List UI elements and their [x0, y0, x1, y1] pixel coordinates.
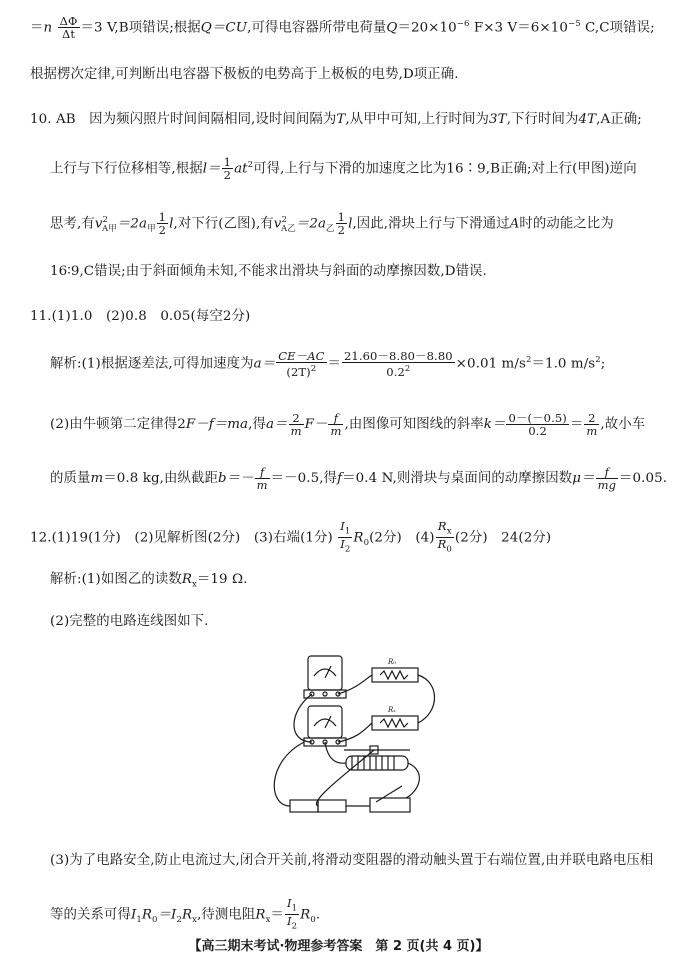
numerator: [338, 520, 352, 538]
question-number: 11.: [30, 309, 52, 324]
math-i: I: [340, 519, 345, 533]
numerator: CE－AC: [278, 349, 325, 364]
numerator: 1: [158, 210, 167, 225]
text: 解析:(1)根据逐差法,可得加速度为: [50, 356, 254, 372]
rx-label: Rₓ: [388, 706, 396, 714]
math-2a: ＝2a: [295, 216, 327, 232]
fraction-i1-i2: [338, 520, 352, 556]
text: (2T): [286, 364, 311, 379]
math-2a: ＝2a: [116, 216, 148, 232]
page-footer: 【高三期末考试·物理参考答案 第 2 页(共 4 页)】: [188, 939, 489, 954]
denominator: 2: [158, 223, 167, 238]
math-a: a＝: [253, 356, 276, 372]
question-number: 10. AB: [30, 112, 76, 127]
text: F×3 V＝6×10: [469, 20, 568, 36]
exponent: 2: [247, 160, 254, 170]
q11-line-1: [30, 307, 663, 327]
numerator: f: [328, 412, 343, 425]
subscript: x: [265, 914, 271, 925]
exponent: 2: [310, 364, 317, 375]
denominator: 2: [223, 168, 232, 183]
math-l: l＝: [202, 161, 221, 177]
q12-line-3: (2)完整的电路连线图如下.: [50, 614, 209, 629]
text: 上行与下行位移相等,根据: [50, 161, 203, 177]
math-i: ＝I: [157, 907, 177, 923]
math-b: b＝－: [217, 471, 254, 486]
text: 等的关系可得: [50, 907, 131, 923]
numerator: [285, 897, 299, 915]
text: ,从甲中可知,上行时间为: [345, 112, 490, 127]
text: ＝1.0 m/s: [531, 356, 596, 372]
numerator: f: [596, 466, 618, 479]
text: ,故小车: [600, 417, 646, 432]
denominator: mg: [597, 478, 617, 492]
math-i: I: [340, 537, 345, 552]
text: ＝3 V,B项错误;根据: [80, 20, 201, 36]
math-r: R: [437, 519, 447, 533]
line-2: 根据楞次定律,可判断出电容器下极板的电势高于上极板的电势,D项正确.: [30, 67, 459, 82]
exponent: −6: [456, 19, 470, 29]
math-n: n: [43, 20, 53, 36]
math-q: Q: [386, 20, 398, 36]
subscript: 0: [363, 537, 370, 548]
fraction-slope: [506, 412, 568, 437]
math-m: m: [90, 471, 104, 486]
numerator: 1: [223, 155, 232, 170]
circuit-diagram: [268, 652, 444, 826]
text: ＝: [270, 907, 284, 923]
text: ＝: [30, 20, 44, 36]
q10-line-2: [50, 155, 663, 181]
subscript: 1: [136, 914, 142, 925]
text: ;: [600, 356, 606, 372]
q10-line-1: [30, 110, 663, 130]
subscript: 乙: [326, 224, 335, 235]
fraction-half: [157, 211, 168, 236]
q12-line-4: (3)为了电路安全,防止电流过大,闭合开关前,将滑动变阻器的滑动触头置于右端位置,由并联电路电压相: [50, 853, 654, 868]
denominator: [276, 363, 326, 378]
text: 0.2: [386, 364, 405, 379]
resistor-rx: [372, 716, 418, 730]
text: ,由图像可知图线的斜率: [344, 417, 484, 432]
text: ＝0.05.: [619, 471, 668, 486]
math-q-cu: Q＝CU: [200, 20, 248, 36]
text: (2)由牛顿第二定律得2: [50, 417, 186, 432]
q11-line-4: [50, 465, 668, 492]
denominator: [436, 538, 454, 555]
denominator: [342, 363, 455, 378]
exponent: 2: [595, 355, 601, 365]
text: ,得: [248, 417, 266, 432]
subscript: 1: [344, 526, 351, 537]
fraction-2-m: [584, 412, 599, 437]
denominator: m: [586, 424, 598, 438]
math-r: R: [437, 537, 447, 552]
subscript: x: [192, 579, 197, 590]
numerator: ΔΦ: [59, 14, 78, 29]
math-a: A: [509, 216, 520, 232]
text: 可得,上行与下滑的加速度之比为16∶9,B正确;对上行(甲图)逆向: [253, 161, 637, 177]
text: ,对下行(乙图),有: [173, 216, 274, 232]
denominator: m: [290, 424, 302, 438]
q11-line-2: 解析:(1)根据逐差法,可得加速度为a＝ $\frac{CE-AC}{(2T)^2}$ ＝ $\frac{21.60-8.80-8.80}{0.2^2}$ ×0.01 $m/s^2=1.0$ $m/s^2$;: [50, 349, 606, 379]
line-1: [30, 14, 663, 40]
exponent: 2: [525, 355, 532, 365]
numerator: 21.60－8.80－8.80: [344, 349, 453, 364]
numerator: f: [255, 466, 270, 479]
subscript: 2: [291, 921, 298, 932]
math-r: R: [181, 572, 192, 587]
math-at: at: [234, 161, 248, 177]
subscript: 1: [291, 903, 298, 914]
text: ＝0.8 kg,由纵截距: [103, 471, 218, 486]
text: ×0.01 m/s: [455, 356, 526, 372]
subscript: A乙: [280, 224, 296, 235]
math-a: a＝: [265, 417, 288, 432]
q10-line-3: [50, 210, 663, 239]
math-i: I: [286, 914, 292, 929]
math-v: v: [273, 216, 282, 232]
text: ,A正确;: [596, 112, 642, 127]
math-l: l: [169, 216, 174, 232]
subscript: 0: [152, 914, 158, 925]
subscript: 0: [446, 544, 452, 555]
math-l: l: [348, 216, 353, 232]
text: ,可得电容器所带电荷量: [247, 20, 387, 36]
fraction-i1-i2: [285, 897, 299, 933]
ammeter-1: [308, 656, 342, 690]
math-3t: 3T: [489, 112, 507, 127]
numerator: 0－(－0.5): [508, 411, 567, 425]
numerator: [436, 520, 454, 538]
exponent: 2: [404, 364, 411, 375]
fraction-f-mg: [596, 466, 618, 491]
math-k: k＝: [483, 417, 506, 432]
fraction-2-m: [289, 412, 304, 437]
math-i: I: [286, 896, 292, 910]
text: ,因此,滑块上行与下滑通过: [352, 216, 510, 232]
subscript: x: [446, 526, 452, 537]
q11-line-3: (2)由牛顿第二定律得2F－f＝ma,得a＝ $\frac{2}{m}$ F－ $\frac{f}{m}$ ,由图像可知图线的斜率k＝ $\frac{0-(-0.5)}{0.2}$ ＝ $\frac{2}{m}$ ,故小车: [50, 411, 646, 438]
denominator: [338, 538, 352, 555]
math-f: F－: [304, 417, 328, 432]
text: (1)1.0 (2)0.8 0.05(每空2分): [51, 309, 251, 324]
math-f: f: [337, 471, 343, 486]
math-v: v: [94, 216, 103, 232]
text: ＝0.4 N,则滑块与桌面间的动摩擦因数: [342, 471, 573, 486]
q12-line-2: [50, 570, 663, 595]
q10-line-4: 16∶9,C错误;由于斜面倾角未知,不能求出滑块与斜面的动摩擦因数,D错误.: [50, 264, 487, 279]
text: ＝－0.5,得: [270, 471, 338, 486]
denominator: 2: [337, 223, 346, 238]
text: 思考,有: [50, 216, 95, 232]
text: ,待测电阻: [197, 907, 256, 923]
q12-line-1: [30, 520, 663, 556]
numerator: 2: [289, 412, 304, 425]
math-r: R: [181, 907, 193, 923]
ammeter-2: [308, 706, 342, 738]
numerator: 1: [337, 210, 346, 225]
fraction-values: [342, 350, 455, 378]
text: (2分) 24(2分): [454, 530, 552, 546]
math-r: R: [255, 907, 266, 923]
math-t: T: [336, 112, 346, 127]
rheostat: [346, 756, 408, 770]
text: ＝20×10: [397, 20, 457, 36]
exponent: −5: [567, 19, 581, 29]
r0-label: R₀: [388, 658, 397, 666]
subscript: 2: [344, 544, 351, 555]
subscript: 2: [176, 914, 182, 925]
text: 的质量: [50, 471, 91, 486]
denominator: 0.2: [528, 424, 547, 438]
math-mu: μ＝: [572, 471, 595, 486]
fraction-f-m: [255, 466, 270, 491]
fraction-rx-r0: [436, 520, 454, 556]
text: (1)19(1分) (2)见解析图(2分) (3)右端(1分): [51, 530, 333, 546]
exponent: 2: [281, 215, 287, 225]
fraction-ce-ac: [276, 350, 326, 378]
text: ,下行时间为: [506, 112, 579, 127]
question-number: 12.: [30, 530, 52, 546]
subscript: 0: [310, 914, 316, 925]
math-i: I: [130, 907, 137, 923]
subscript: 甲: [147, 224, 156, 235]
subscript: x: [192, 914, 198, 925]
battery: [290, 800, 318, 812]
text: C,C项错误;: [580, 20, 655, 36]
text: 时的动能之比为: [519, 216, 614, 232]
denominator: m: [256, 478, 268, 492]
text: ＝19 Ω.: [196, 572, 248, 587]
math-r: R: [141, 907, 153, 923]
q12-line-5: 等的关系可得$I_1R_0=I_2R_x$,待测电阻$R_x=$ $\frac{I_1}{I_2}$ $R_0$.: [50, 896, 321, 932]
fraction-half: [222, 156, 233, 181]
denominator: Δt: [61, 27, 76, 42]
fraction-f-m: [328, 412, 343, 437]
math-r: R: [353, 530, 364, 546]
math-r: R: [300, 907, 311, 923]
numerator: 2: [584, 412, 599, 425]
fraction-dphi-dt: [58, 15, 80, 40]
resistor-r0: [372, 668, 418, 682]
switch: [370, 798, 410, 812]
exponent: 2: [102, 215, 109, 225]
math-newton: F－f＝ma: [185, 417, 249, 432]
text: 解析:(1)如图乙的读数: [50, 572, 182, 587]
text: (2分) (4): [369, 530, 435, 546]
fraction-half: [336, 211, 347, 236]
text: 因为频闪照片时间间隔相同,设时间间隔为: [89, 112, 337, 127]
math-4t: 4T: [578, 112, 597, 127]
denominator: [285, 915, 299, 932]
denominator: m: [330, 424, 342, 438]
subscript: A甲: [102, 224, 117, 235]
